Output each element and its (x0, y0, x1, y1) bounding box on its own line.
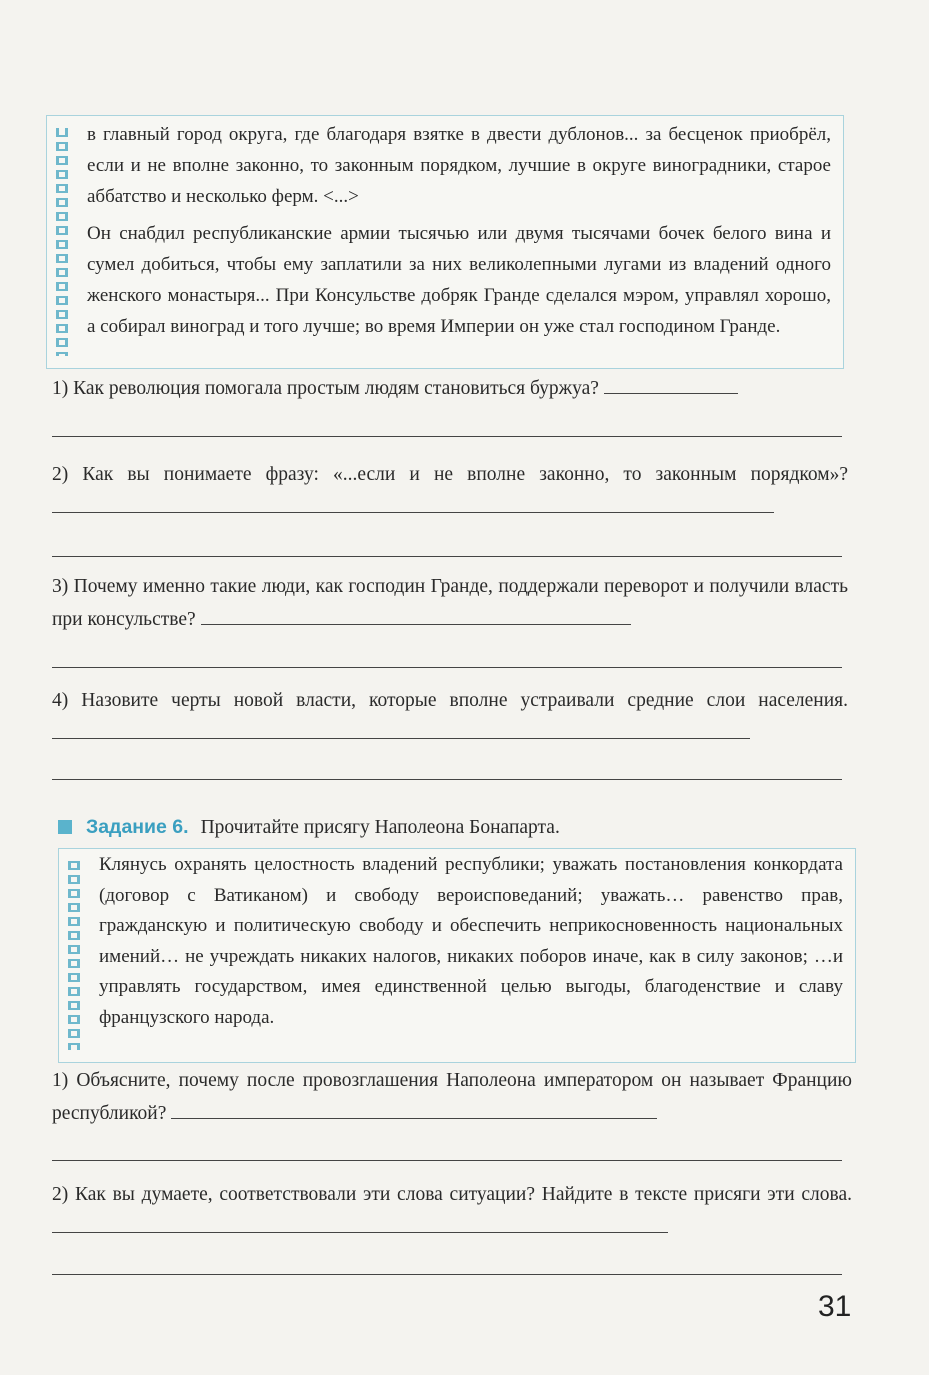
question-text: 2) Как вы понимаете фразу: «...если и не вполне законно, то законным порядком»? (52, 464, 848, 485)
decorative-border-strip (68, 861, 80, 1050)
quote-box-grandet (46, 115, 844, 369)
answer-line[interactable] (52, 667, 842, 668)
question-text: 2) Как вы думаете, соответствовали эти слова ситуации? Найдите в тексте присяги эти слова. (52, 1184, 852, 1205)
quote-text (87, 119, 831, 342)
answer-field[interactable] (604, 392, 738, 394)
task-instruction: Прочитайте присягу Наполеона Бонапарта. (200, 817, 560, 838)
answer-field[interactable] (171, 1117, 657, 1119)
question-1 (52, 372, 848, 405)
answer-field[interactable] (52, 737, 750, 739)
question-5 (52, 1064, 852, 1130)
answer-field[interactable] (201, 623, 631, 625)
answer-line[interactable] (52, 779, 842, 780)
answer-line[interactable] (52, 556, 842, 557)
answer-line[interactable] (52, 1160, 842, 1161)
question-text: 3) Почему именно такие люди, как господин Гранде, поддержали переворот и получили власть при консульстве? (52, 576, 848, 630)
answer-line[interactable] (52, 1274, 842, 1275)
answer-field[interactable] (52, 1231, 668, 1233)
task-title: Задание 6. (86, 816, 189, 838)
question-3 (52, 570, 848, 636)
question-text: 1) Как революция помогала простым людям становиться буржуа? (52, 378, 599, 399)
question-6 (52, 1178, 852, 1244)
answer-field[interactable] (52, 511, 774, 513)
task-6-header (58, 813, 560, 842)
quote-paragraph: Клянусь охранять целостность владений республики; уважать постановления конкордата (договор с Ватиканом) и свободу вероисповеданий; уважать… равенство прав, гражданскую и политическую свободу и обеспечить неприкосновенность национальных имений… не учреждать никаких налогов, никаких поборов иначе, как в силу законов; …и управлять государством, имея единственной целью выгоды, благоденствие и славу французского народа. (99, 854, 843, 1028)
question-text: 1) Объясните, почему после провозглашения Наполеона императором он называет Францию республикой? (52, 1070, 852, 1124)
page-number: 31 (818, 1290, 852, 1323)
task-square-icon (58, 820, 72, 834)
quote-paragraph: в главный город округа, где благодаря взятке в двести дублонов... за бесценок приобрёл, если и не вполне законно, то законным порядком, лучшие в округе виноградники, старое аббатство и несколько ферм. <...> (87, 124, 831, 207)
question-2 (52, 458, 848, 524)
quote-text (99, 850, 843, 1033)
decorative-border-strip (56, 128, 68, 356)
answer-line[interactable] (52, 436, 842, 437)
quote-box-oath (58, 848, 856, 1063)
quote-paragraph: Он снабдил республиканские армии тысячью или двумя тысячами бочек белого вина и сумел добиться, чтобы ему заплатили за них великолепными лугами из владений одного женского монастыря... При Консульстве добряк Гранде сделался мэром, управлял хорошо, а собирал виноград и того лучше; во время Империи он уже стал господином Гранде. (87, 223, 831, 337)
question-4 (52, 684, 848, 750)
question-text: 4) Назовите черты новой власти, которые вполне устраивали средние слои населения. (52, 690, 848, 711)
